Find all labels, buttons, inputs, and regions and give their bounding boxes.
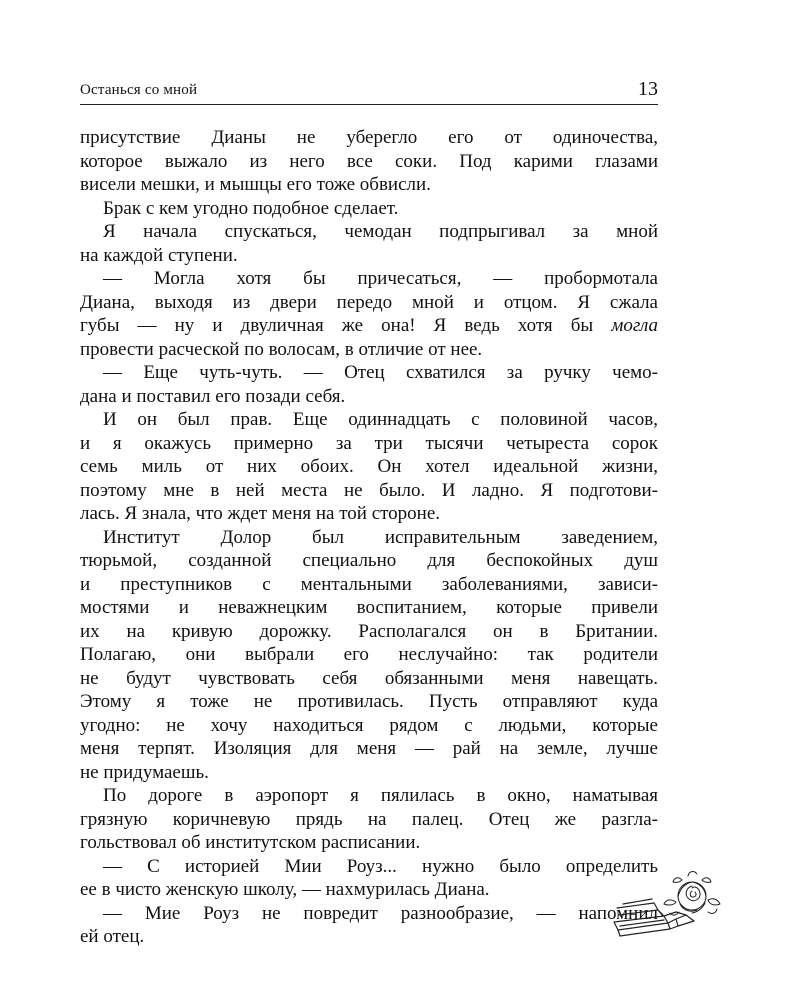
text-line: Брак с кем угодно подобное сделает.: [103, 197, 399, 219]
text-line-with-emphasis: [80, 314, 658, 338]
text-line: Полагаю, они выбрали его неслучайно: так родители: [80, 644, 658, 665]
text-line: поэтому мне в ней места не было. И ладно. Я подготови-: [80, 479, 658, 501]
rose-and-books-icon: [606, 868, 724, 940]
page-number: 13: [638, 78, 658, 100]
header-rule: [80, 104, 658, 105]
text-line: мостями и неважнецким воспитанием, которые привели: [80, 597, 658, 618]
text-line: Этому я тоже не противилась. Пусть отправляют куда: [80, 691, 658, 712]
running-head: [80, 78, 658, 102]
text-line: Я начала спускаться, чемодан подпрыгивал за мной: [103, 221, 658, 242]
text-line: Институт Долор был исправительным заведением,: [103, 526, 658, 548]
text-line: присутствие Дианы не уберегло его от одиночества,: [80, 127, 658, 148]
text-line: на каждой ступени.: [80, 244, 238, 266]
text-line: — Мие Роуз не повредит разнообразие, — напомнил: [103, 902, 658, 924]
text-line: — С историей Мии Роуз... нужно было определить: [103, 855, 658, 877]
text-line: И он был прав. Еще одиннадцать с половиной часов,: [103, 409, 658, 430]
text-line: не будут чувствовать себя обязанными меня навещать.: [80, 667, 658, 689]
book-title: Останься со мной: [80, 82, 198, 98]
text-line: дана и поставил его позади себя.: [80, 385, 346, 407]
text-line: лась. Я знала, что ждет меня на той стороне.: [80, 503, 441, 524]
text-line: угодно: не хочу находиться рядом с людьми, которые: [80, 714, 658, 736]
text-line: меня терпят. Изоляция для меня — рай на земле, лучше: [80, 738, 658, 759]
text-line: и преступников с ментальными заболеваниями, зависи-: [80, 573, 658, 595]
text-line: По дороге в аэропорт я пялилась в окно, наматывая: [103, 785, 658, 806]
text-line: ее в чисто женскую школу, — нахмурилась Диана.: [80, 879, 490, 900]
text-line: тюрьмой, созданной специально для беспокойных душ: [80, 550, 658, 571]
text-line: висели мешки, и мышцы его тоже обвисли.: [80, 174, 431, 195]
text-line: не придумаешь.: [80, 761, 209, 783]
text-line: семь миль от них обоих. Он хотел идеальной жизни,: [80, 456, 658, 477]
body-text: [80, 126, 658, 949]
text-line: ей отец.: [80, 926, 145, 947]
text-segment: губы — ну и двуличная же она! Я ведь хотя бы: [80, 315, 612, 336]
text-line: — Могла хотя бы причесаться, — пробормотала: [103, 268, 658, 289]
text-line: которое выжало из него все соки. Под карими глазами: [80, 150, 658, 172]
text-line: Диана, выходя из двери передо мной и отцом. Я сжала: [80, 291, 658, 313]
italic-word: могла: [611, 315, 658, 336]
text-line: и я окажусь примерно за три тысячи четыреста сорок: [80, 432, 658, 454]
text-line: их на кривую дорожку. Располагался он в Британии.: [80, 620, 658, 642]
text-line: грязную коричневую прядь на палец. Отец же разгла-: [80, 808, 658, 830]
text-line: гольствовал об институтском расписании.: [80, 832, 421, 853]
text-line: — Еще чуть-чуть. — Отец схватился за ручку чемо-: [103, 362, 658, 383]
text-line: провести расческой по волосам, в отличие от нее.: [80, 338, 483, 360]
